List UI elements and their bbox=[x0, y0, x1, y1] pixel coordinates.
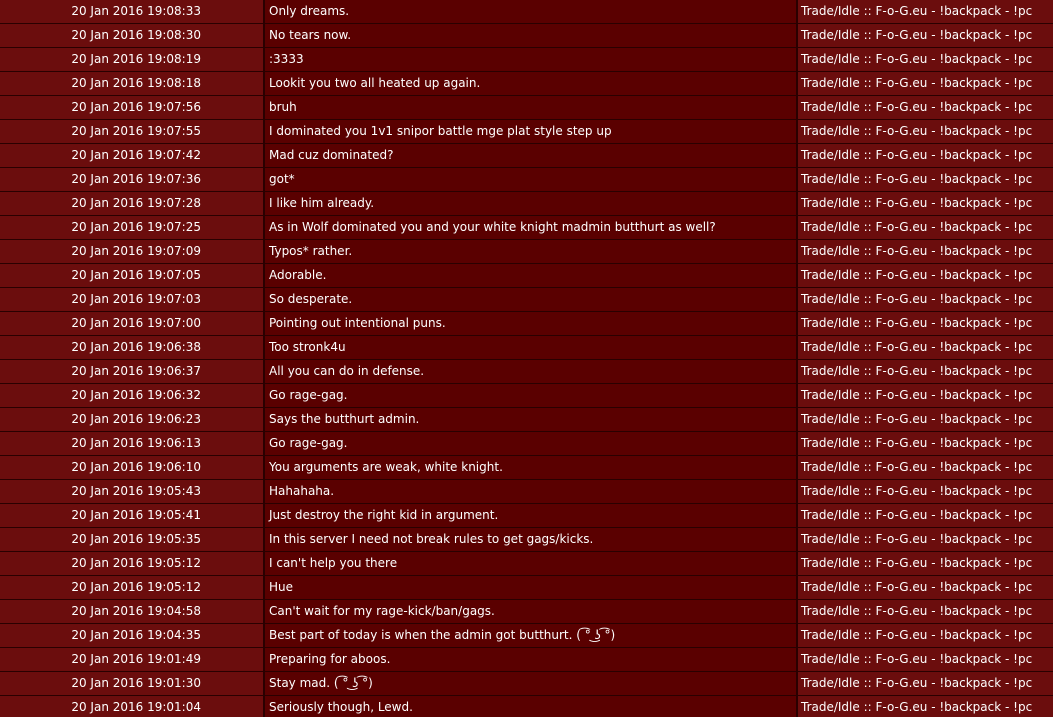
timestamp-cell: 20 Jan 2016 19:08:19 bbox=[0, 48, 265, 71]
server-name-cell: Trade/Idle :: F-o-G.eu - !backpack - !pc bbox=[798, 264, 1053, 287]
message-cell: Best part of today is when the admin got butthurt. ( ͡° ͜ʖ ͡°) bbox=[265, 624, 798, 647]
message-cell: Hahahaha. bbox=[265, 480, 798, 503]
chat-row bbox=[0, 168, 1053, 192]
message-cell: I can't help you there bbox=[265, 552, 798, 575]
timestamp-cell: 20 Jan 2016 19:08:18 bbox=[0, 72, 265, 95]
server-name-cell: Trade/Idle :: F-o-G.eu - !backpack - !pc bbox=[798, 360, 1053, 383]
chat-row bbox=[0, 528, 1053, 552]
timestamp-cell: 20 Jan 2016 19:07:42 bbox=[0, 144, 265, 167]
server-name-cell: Trade/Idle :: F-o-G.eu - !backpack - !pc bbox=[798, 504, 1053, 527]
message-cell: Go rage-gag. bbox=[265, 384, 798, 407]
timestamp-cell: 20 Jan 2016 19:07:05 bbox=[0, 264, 265, 287]
server-name-cell: Trade/Idle :: F-o-G.eu - !backpack - !pc bbox=[798, 432, 1053, 455]
message-cell: Stay mad. ( ͡° ͜ʖ ͡°) bbox=[265, 672, 798, 695]
server-name-cell: Trade/Idle :: F-o-G.eu - !backpack - !pc bbox=[798, 0, 1053, 23]
server-name-cell: Trade/Idle :: F-o-G.eu - !backpack - !pc bbox=[798, 600, 1053, 623]
chat-row bbox=[0, 456, 1053, 480]
chat-row bbox=[0, 360, 1053, 384]
timestamp-cell: 20 Jan 2016 19:07:00 bbox=[0, 312, 265, 335]
chat-row bbox=[0, 504, 1053, 528]
timestamp-cell: 20 Jan 2016 19:01:04 bbox=[0, 696, 265, 717]
server-name-cell: Trade/Idle :: F-o-G.eu - !backpack - !pc bbox=[798, 192, 1053, 215]
message-cell: bruh bbox=[265, 96, 798, 119]
timestamp-cell: 20 Jan 2016 19:06:23 bbox=[0, 408, 265, 431]
message-cell: Preparing for aboos. bbox=[265, 648, 798, 671]
message-cell: Lookit you two all heated up again. bbox=[265, 72, 798, 95]
chat-row bbox=[0, 624, 1053, 648]
timestamp-cell: 20 Jan 2016 19:07:36 bbox=[0, 168, 265, 191]
server-name-cell: Trade/Idle :: F-o-G.eu - !backpack - !pc bbox=[798, 120, 1053, 143]
chat-row bbox=[0, 672, 1053, 696]
timestamp-cell: 20 Jan 2016 19:07:28 bbox=[0, 192, 265, 215]
timestamp-cell: 20 Jan 2016 19:08:30 bbox=[0, 24, 265, 47]
server-name-cell: Trade/Idle :: F-o-G.eu - !backpack - !pc bbox=[798, 480, 1053, 503]
message-cell: got* bbox=[265, 168, 798, 191]
timestamp-cell: 20 Jan 2016 19:07:55 bbox=[0, 120, 265, 143]
chat-row bbox=[0, 288, 1053, 312]
timestamp-cell: 20 Jan 2016 19:01:30 bbox=[0, 672, 265, 695]
message-cell: Go rage-gag. bbox=[265, 432, 798, 455]
chat-row bbox=[0, 696, 1053, 717]
timestamp-cell: 20 Jan 2016 19:06:32 bbox=[0, 384, 265, 407]
server-name-cell: Trade/Idle :: F-o-G.eu - !backpack - !pc bbox=[798, 312, 1053, 335]
chat-row bbox=[0, 480, 1053, 504]
chat-row bbox=[0, 264, 1053, 288]
message-cell: No tears now. bbox=[265, 24, 798, 47]
server-name-cell: Trade/Idle :: F-o-G.eu - !backpack - !pc bbox=[798, 168, 1053, 191]
server-name-cell: Trade/Idle :: F-o-G.eu - !backpack - !pc bbox=[798, 456, 1053, 479]
message-cell: Pointing out intentional puns. bbox=[265, 312, 798, 335]
message-cell: Too stronk4u bbox=[265, 336, 798, 359]
chat-row bbox=[0, 552, 1053, 576]
server-name-cell: Trade/Idle :: F-o-G.eu - !backpack - !pc bbox=[798, 696, 1053, 717]
timestamp-cell: 20 Jan 2016 19:06:37 bbox=[0, 360, 265, 383]
timestamp-cell: 20 Jan 2016 19:05:12 bbox=[0, 576, 265, 599]
message-cell: All you can do in defense. bbox=[265, 360, 798, 383]
server-name-cell: Trade/Idle :: F-o-G.eu - !backpack - !pc bbox=[798, 288, 1053, 311]
server-name-cell: Trade/Idle :: F-o-G.eu - !backpack - !pc bbox=[798, 408, 1053, 431]
message-cell: Just destroy the right kid in argument. bbox=[265, 504, 798, 527]
server-name-cell: Trade/Idle :: F-o-G.eu - !backpack - !pc bbox=[798, 72, 1053, 95]
message-cell: So desperate. bbox=[265, 288, 798, 311]
server-name-cell: Trade/Idle :: F-o-G.eu - !backpack - !pc bbox=[798, 144, 1053, 167]
server-name-cell: Trade/Idle :: F-o-G.eu - !backpack - !pc bbox=[798, 672, 1053, 695]
chat-row bbox=[0, 0, 1053, 24]
chat-row bbox=[0, 576, 1053, 600]
server-name-cell: Trade/Idle :: F-o-G.eu - !backpack - !pc bbox=[798, 48, 1053, 71]
chat-row bbox=[0, 648, 1053, 672]
chat-row bbox=[0, 600, 1053, 624]
message-cell: Only dreams. bbox=[265, 0, 798, 23]
message-cell: In this server I need not break rules to get gags/kicks. bbox=[265, 528, 798, 551]
timestamp-cell: 20 Jan 2016 19:01:49 bbox=[0, 648, 265, 671]
chat-row bbox=[0, 408, 1053, 432]
server-name-cell: Trade/Idle :: F-o-G.eu - !backpack - !pc bbox=[798, 96, 1053, 119]
message-cell: Seriously though, Lewd. bbox=[265, 696, 798, 717]
timestamp-cell: 20 Jan 2016 19:08:33 bbox=[0, 0, 265, 23]
message-cell: You arguments are weak, white knight. bbox=[265, 456, 798, 479]
timestamp-cell: 20 Jan 2016 19:07:56 bbox=[0, 96, 265, 119]
timestamp-cell: 20 Jan 2016 19:05:35 bbox=[0, 528, 265, 551]
timestamp-cell: 20 Jan 2016 19:04:35 bbox=[0, 624, 265, 647]
server-name-cell: Trade/Idle :: F-o-G.eu - !backpack - !pc bbox=[798, 240, 1053, 263]
message-cell: I dominated you 1v1 snipor battle mge plat style step up bbox=[265, 120, 798, 143]
server-name-cell: Trade/Idle :: F-o-G.eu - !backpack - !pc bbox=[798, 648, 1053, 671]
timestamp-cell: 20 Jan 2016 19:05:41 bbox=[0, 504, 265, 527]
chat-row bbox=[0, 144, 1053, 168]
timestamp-cell: 20 Jan 2016 19:07:03 bbox=[0, 288, 265, 311]
timestamp-cell: 20 Jan 2016 19:05:43 bbox=[0, 480, 265, 503]
server-name-cell: Trade/Idle :: F-o-G.eu - !backpack - !pc bbox=[798, 624, 1053, 647]
chat-row bbox=[0, 96, 1053, 120]
chat-row bbox=[0, 72, 1053, 96]
timestamp-cell: 20 Jan 2016 19:04:58 bbox=[0, 600, 265, 623]
message-cell: Mad cuz dominated? bbox=[265, 144, 798, 167]
server-name-cell: Trade/Idle :: F-o-G.eu - !backpack - !pc bbox=[798, 552, 1053, 575]
message-cell: Can't wait for my rage-kick/ban/gags. bbox=[265, 600, 798, 623]
server-name-cell: Trade/Idle :: F-o-G.eu - !backpack - !pc bbox=[798, 384, 1053, 407]
chat-row bbox=[0, 24, 1053, 48]
chat-row bbox=[0, 336, 1053, 360]
message-cell: As in Wolf dominated you and your white knight madmin butthurt as well? bbox=[265, 216, 798, 239]
message-cell: Says the butthurt admin. bbox=[265, 408, 798, 431]
chat-row bbox=[0, 120, 1053, 144]
message-cell: Adorable. bbox=[265, 264, 798, 287]
timestamp-cell: 20 Jan 2016 19:06:38 bbox=[0, 336, 265, 359]
message-cell: Typos* rather. bbox=[265, 240, 798, 263]
chat-row bbox=[0, 48, 1053, 72]
chat-row bbox=[0, 240, 1053, 264]
server-name-cell: Trade/Idle :: F-o-G.eu - !backpack - !pc bbox=[798, 576, 1053, 599]
chat-row bbox=[0, 384, 1053, 408]
server-name-cell: Trade/Idle :: F-o-G.eu - !backpack - !pc bbox=[798, 336, 1053, 359]
chat-row bbox=[0, 312, 1053, 336]
chat-row bbox=[0, 216, 1053, 240]
server-name-cell: Trade/Idle :: F-o-G.eu - !backpack - !pc bbox=[798, 24, 1053, 47]
timestamp-cell: 20 Jan 2016 19:07:09 bbox=[0, 240, 265, 263]
server-name-cell: Trade/Idle :: F-o-G.eu - !backpack - !pc bbox=[798, 528, 1053, 551]
message-cell: I like him already. bbox=[265, 192, 798, 215]
message-cell: Hue bbox=[265, 576, 798, 599]
message-cell: :3333 bbox=[265, 48, 798, 71]
timestamp-cell: 20 Jan 2016 19:06:10 bbox=[0, 456, 265, 479]
timestamp-cell: 20 Jan 2016 19:06:13 bbox=[0, 432, 265, 455]
chat-row bbox=[0, 432, 1053, 456]
server-name-cell: Trade/Idle :: F-o-G.eu - !backpack - !pc bbox=[798, 216, 1053, 239]
timestamp-cell: 20 Jan 2016 19:05:12 bbox=[0, 552, 265, 575]
timestamp-cell: 20 Jan 2016 19:07:25 bbox=[0, 216, 265, 239]
chat-row bbox=[0, 192, 1053, 216]
